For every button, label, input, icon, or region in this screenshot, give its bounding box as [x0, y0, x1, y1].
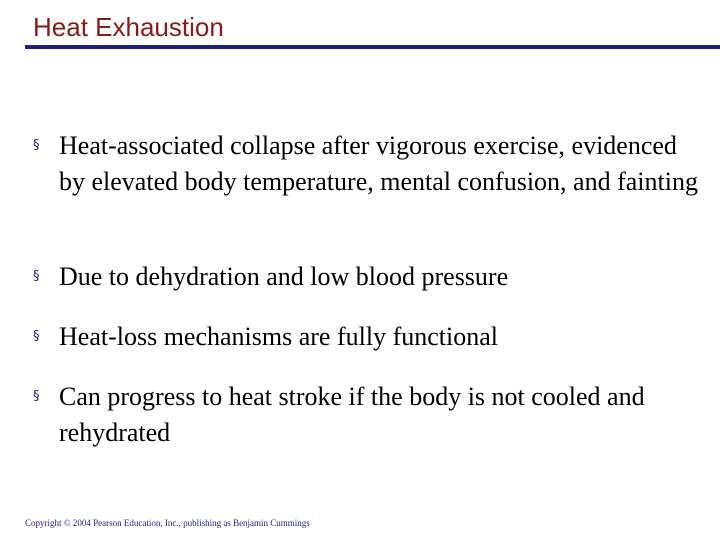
bullet-item	[33, 259, 703, 295]
bullet-marker-icon: §	[33, 329, 40, 344]
bullet-marker-icon: §	[33, 138, 40, 153]
bullet-text: Can progress to heat stroke if the body is not cooled and rehydrated	[59, 382, 645, 447]
bullet-text: Due to dehydration and low blood pressure	[59, 262, 509, 291]
bullet-marker-icon: §	[33, 389, 40, 404]
title-underline	[25, 45, 720, 49]
bullet-item	[33, 379, 703, 451]
bullet-text: Heat-associated collapse after vigorous exercise, evidenced by elevated body temperature, mental confusion, and fainting	[59, 131, 698, 196]
copyright-footer: Copyright © 2004 Pearson Education, Inc., publishing as Benjamin Cummings	[25, 518, 310, 528]
bullet-item	[33, 319, 703, 355]
slide-title: Heat Exhaustion	[33, 12, 224, 42]
bullet-text: Heat-loss mechanisms are fully functional	[59, 322, 498, 351]
bullet-marker-icon: §	[33, 269, 40, 284]
bullet-item	[33, 128, 703, 200]
